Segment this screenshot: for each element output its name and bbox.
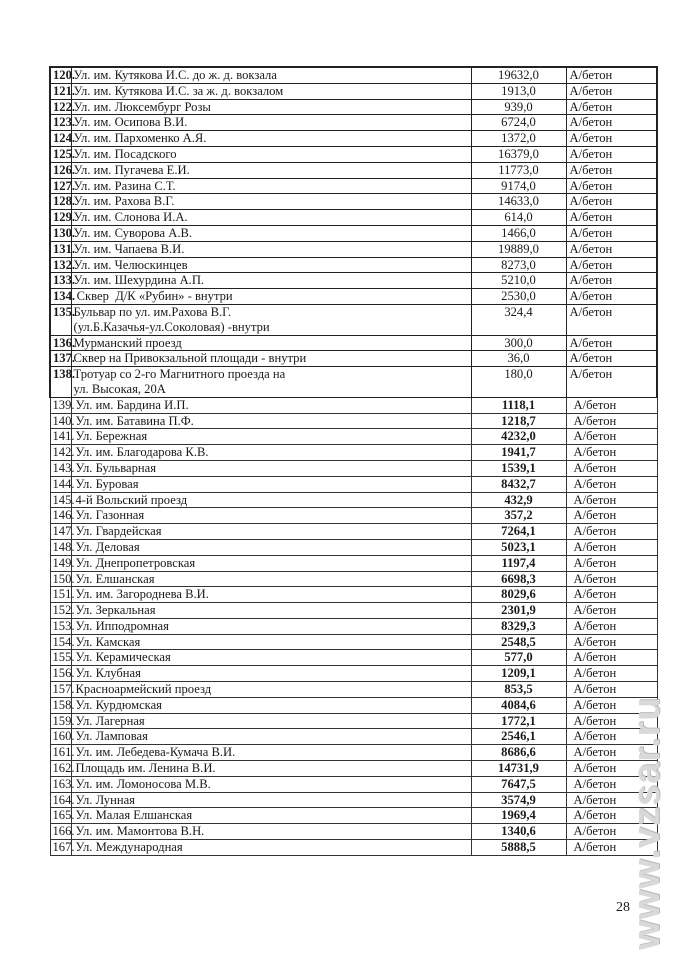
table-row — [50, 808, 657, 824]
row-number: 140. — [50, 413, 71, 429]
row-number: 127. — [50, 178, 71, 194]
street-name-cell — [71, 713, 471, 729]
row-number: 144. — [50, 476, 71, 492]
area-value: 5023,1 — [471, 539, 566, 555]
street-name: Ул. Днепропетровская — [75, 555, 196, 570]
surface-type: А/бетон — [566, 146, 657, 162]
table-row — [50, 335, 657, 351]
row-number: 143. — [50, 460, 71, 476]
street-name-cell — [71, 587, 471, 603]
street-name: Ул. им. Рахова В.Г. — [73, 194, 175, 209]
street-name: Сквер на Привокзальной площади - внутри — [73, 351, 307, 366]
street-name: Ул. им. Люксембург Розы — [73, 99, 211, 114]
row-number: 166. — [50, 824, 71, 840]
area-value: 1372,0 — [471, 131, 566, 147]
area-value: 577,0 — [471, 650, 566, 666]
row-number: 126. — [50, 162, 71, 178]
street-name: Мурманский проезд — [73, 335, 182, 350]
street-name-cell — [71, 555, 471, 571]
street-name-cell — [71, 697, 471, 713]
street-name-cell — [71, 225, 471, 241]
street-name: Ул. им. Благодарова К.В. — [75, 445, 209, 460]
street-name-cell — [71, 67, 471, 83]
area-value: 357,2 — [471, 508, 566, 524]
area-value: 432,9 — [471, 492, 566, 508]
surface-type: А/бетон — [566, 587, 657, 603]
row-number: 133. — [50, 273, 71, 289]
street-name-cell — [71, 178, 471, 194]
row-number: 152. — [50, 603, 71, 619]
street-name-cell — [71, 650, 471, 666]
street-name: 4-й Вольский проезд — [75, 492, 188, 507]
street-name: Ул. Малая Елшанская — [75, 808, 193, 823]
row-number: 124. — [50, 131, 71, 147]
row-number: 165. — [50, 808, 71, 824]
street-name: Ул. Ламповая — [75, 729, 148, 744]
area-value: 19889,0 — [471, 241, 566, 257]
table-row — [50, 745, 657, 761]
area-value: 300,0 — [471, 335, 566, 351]
street-name: Ул. Клубная — [75, 666, 141, 681]
street-name-cell — [71, 776, 471, 792]
street-name: Ул. им. Шехурдина А.П. — [73, 273, 205, 288]
row-number: 123. — [50, 115, 71, 131]
area-value: 16379,0 — [471, 146, 566, 162]
table-row — [50, 729, 657, 745]
area-value: 1969,4 — [471, 808, 566, 824]
street-name-cell — [71, 429, 471, 445]
surface-type: А/бетон — [566, 83, 657, 99]
street-name: Ул. им. Пугачева Е.И. — [73, 162, 190, 177]
surface-type: А/бетон — [566, 697, 657, 713]
area-value: 2546,1 — [471, 729, 566, 745]
surface-type: А/бетон — [566, 539, 657, 555]
street-name: Ул. им. Ломоносова М.В. — [75, 776, 211, 791]
surface-type: А/бетон — [566, 289, 657, 305]
table-row — [50, 618, 657, 634]
street-name: Ул. им. Бардина И.П. — [75, 397, 189, 412]
surface-type: А/бетон — [566, 131, 657, 147]
surface-type: А/бетон — [566, 304, 657, 335]
row-number: 128. — [50, 194, 71, 210]
street-name: Ул. Зеркальная — [75, 603, 156, 618]
street-name-cell — [71, 682, 471, 698]
area-value: 6724,0 — [471, 115, 566, 131]
row-number: 121. — [50, 83, 71, 99]
street-name: Ул. им. Кутякова И.С. до ж. д. вокзала — [73, 68, 277, 82]
row-number: 132. — [50, 257, 71, 273]
street-name: Ул. Керамическая — [75, 650, 171, 665]
row-number: 148. — [50, 539, 71, 555]
table-row — [50, 445, 657, 461]
table-row — [50, 571, 657, 587]
area-value: 14633,0 — [471, 194, 566, 210]
row-number: 146. — [50, 508, 71, 524]
surface-type: А/бетон — [566, 397, 657, 413]
street-name: Ул. им. Слонова И.А. — [73, 210, 188, 225]
street-name: Сквер Д/К «Рубин» - внутри — [73, 289, 233, 304]
street-name-cell — [71, 210, 471, 226]
surface-type: А/бетон — [566, 460, 657, 476]
row-number: 151. — [50, 587, 71, 603]
page-number: 28 — [616, 900, 630, 915]
street-name-cell — [71, 99, 471, 115]
table-row — [50, 67, 657, 83]
area-value: 19632,0 — [471, 67, 566, 83]
street-name: Ул. им. Посадского — [73, 146, 177, 161]
row-number: 156. — [50, 666, 71, 682]
street-name: Ул. им. Мамонтова В.Н. — [75, 824, 205, 839]
street-name-cell — [71, 571, 471, 587]
area-value: 8432,7 — [471, 476, 566, 492]
surface-type: А/бетон — [566, 99, 657, 115]
table-row — [50, 257, 657, 273]
street-name-cell — [71, 539, 471, 555]
area-value: 5210,0 — [471, 273, 566, 289]
area-value: 8686,6 — [471, 745, 566, 761]
row-number: 155. — [50, 650, 71, 666]
street-name-cell — [71, 397, 471, 413]
surface-type: А/бетон — [566, 729, 657, 745]
surface-type: А/бетон — [566, 445, 657, 461]
row-number: 162. — [50, 761, 71, 777]
surface-type: А/бетон — [566, 555, 657, 571]
street-name: Ул. им. Чапаева В.И. — [73, 241, 185, 256]
surface-type: А/бетон — [566, 429, 657, 445]
surface-type: А/бетон — [566, 67, 657, 83]
watermark: www.vzsar.ru — [626, 696, 668, 950]
surface-type: А/бетон — [566, 335, 657, 351]
table-row — [50, 210, 657, 226]
street-name: Ул. им. Кутякова И.С. за ж. д. вокзалом — [73, 83, 284, 98]
table-row — [50, 460, 657, 476]
street-name: Ул. Бульварная — [75, 460, 157, 475]
street-name: Ул. Елшанская — [75, 571, 155, 586]
table-row — [50, 178, 657, 194]
area-value: 1941,7 — [471, 445, 566, 461]
street-name-cell — [71, 83, 471, 99]
table-row — [50, 273, 657, 289]
surface-type: А/бетон — [566, 745, 657, 761]
table-row — [50, 429, 657, 445]
street-name-cell — [71, 745, 471, 761]
street-name-cell — [71, 618, 471, 634]
area-value: 1539,1 — [471, 460, 566, 476]
row-number: 138. — [50, 367, 71, 398]
area-value: 853,5 — [471, 682, 566, 698]
area-value: 8329,3 — [471, 618, 566, 634]
table-row — [50, 476, 657, 492]
table-row — [50, 634, 657, 650]
street-name-cell — [71, 492, 471, 508]
surface-type: А/бетон — [566, 225, 657, 241]
street-name-cell — [71, 115, 471, 131]
table-row — [50, 682, 657, 698]
table-row — [50, 131, 657, 147]
surface-type: А/бетон — [566, 682, 657, 698]
table-row — [50, 367, 657, 398]
surface-type: А/бетон — [566, 257, 657, 273]
row-number: 157. — [50, 682, 71, 698]
street-name: Ул. им. Челюскинцев — [73, 257, 188, 272]
surface-type: А/бетон — [566, 666, 657, 682]
street-name-cell — [71, 241, 471, 257]
area-value: 1772,1 — [471, 713, 566, 729]
surface-type: А/бетон — [566, 603, 657, 619]
street-name-cell — [71, 289, 471, 305]
area-value: 1209,1 — [471, 666, 566, 682]
street-name-cell — [71, 508, 471, 524]
surface-type: А/бетон — [566, 524, 657, 540]
street-name-cell — [71, 273, 471, 289]
street-name: Ул. Лунная — [75, 792, 135, 807]
street-name-cell — [71, 194, 471, 210]
row-number: 147. — [50, 524, 71, 540]
street-name-cell — [71, 131, 471, 147]
row-number: 125. — [50, 146, 71, 162]
street-name: Ул. Курдюмская — [75, 697, 162, 712]
street-name: Бульвар по ул. им.Рахова В.Г. — [73, 304, 232, 319]
street-name: Ул. Буровая — [75, 476, 139, 491]
table-row — [50, 289, 657, 305]
roads-table-container — [49, 66, 656, 856]
street-name: Ул. им. Пархоменко А.Я. — [73, 131, 207, 146]
row-number: 139. — [50, 397, 71, 413]
street-name: Ул. Ипподромная — [75, 618, 169, 633]
area-value: 939,0 — [471, 99, 566, 115]
area-value: 36,0 — [471, 351, 566, 367]
area-value: 1466,0 — [471, 225, 566, 241]
roads-table-body — [50, 67, 657, 855]
row-number: 135. — [50, 304, 71, 335]
row-number: 137. — [50, 351, 71, 367]
table-row — [50, 792, 657, 808]
table-row — [50, 697, 657, 713]
street-name: Ул. Международная — [75, 840, 183, 855]
street-name: Красноармейский проезд — [75, 682, 212, 697]
area-value: 9174,0 — [471, 178, 566, 194]
street-name-cell — [71, 808, 471, 824]
street-name: Ул. им. Разина С.Т. — [73, 178, 176, 193]
street-name-cell — [71, 304, 471, 335]
area-value: 7647,5 — [471, 776, 566, 792]
area-value: 4084,6 — [471, 697, 566, 713]
table-row — [50, 83, 657, 99]
surface-type: А/бетон — [566, 650, 657, 666]
table-row — [50, 603, 657, 619]
surface-type: А/бетон — [566, 210, 657, 226]
surface-type: А/бетон — [566, 351, 657, 367]
street-name-cell — [71, 824, 471, 840]
table-row — [50, 241, 657, 257]
surface-type: А/бетон — [566, 194, 657, 210]
street-name-cell — [71, 460, 471, 476]
row-number: 153. — [50, 618, 71, 634]
row-number: 150. — [50, 571, 71, 587]
area-value: 14731,9 — [471, 761, 566, 777]
street-name: Ул. им. Загороднева В.И. — [75, 587, 209, 602]
table-row — [50, 666, 657, 682]
surface-type: А/бетон — [566, 761, 657, 777]
street-name-cell — [71, 146, 471, 162]
street-name: Ул. Лагерная — [75, 713, 145, 728]
table-row — [50, 840, 657, 856]
area-value: 6698,3 — [471, 571, 566, 587]
street-name-cell — [71, 162, 471, 178]
street-name: Ул. им. Батавина П.Ф. — [75, 413, 194, 428]
area-value: 1218,7 — [471, 413, 566, 429]
surface-type: А/бетон — [566, 634, 657, 650]
street-name-cell — [71, 445, 471, 461]
street-name-cell — [71, 257, 471, 273]
table-row — [50, 587, 657, 603]
area-value: 1913,0 — [471, 83, 566, 99]
street-name-cell — [71, 634, 471, 650]
row-number: 122. — [50, 99, 71, 115]
table-row — [50, 351, 657, 367]
surface-type: А/бетон — [566, 273, 657, 289]
table-row — [50, 99, 657, 115]
street-name: Ул. Деловая — [75, 539, 140, 554]
area-value: 2530,0 — [471, 289, 566, 305]
street-name-cell — [71, 729, 471, 745]
area-value: 2548,5 — [471, 634, 566, 650]
row-number: 130. — [50, 225, 71, 241]
table-row — [50, 397, 657, 413]
street-name-cell — [71, 476, 471, 492]
area-value: 8029,6 — [471, 587, 566, 603]
roads-table — [49, 66, 658, 856]
table-row — [50, 539, 657, 555]
row-number: 134. — [50, 289, 71, 305]
row-number: 160. — [50, 729, 71, 745]
street-name: Ул. им. Суворова А.В. — [73, 225, 193, 240]
row-number: 154. — [50, 634, 71, 650]
area-value: 324,4 — [471, 304, 566, 335]
surface-type: А/бетон — [566, 115, 657, 131]
surface-type: А/бетон — [566, 713, 657, 729]
table-row — [50, 650, 657, 666]
street-name-cell — [71, 524, 471, 540]
area-value: 3574,9 — [471, 792, 566, 808]
table-row — [50, 115, 657, 131]
street-name: Ул. Камская — [75, 634, 141, 649]
table-row — [50, 713, 657, 729]
area-value: 4232,0 — [471, 429, 566, 445]
table-row — [50, 225, 657, 241]
street-name: Ул. Гвардейская — [75, 524, 162, 539]
surface-type: А/бетон — [566, 162, 657, 178]
area-value: 11773,0 — [471, 162, 566, 178]
area-value: 614,0 — [471, 210, 566, 226]
street-name: Ул. им. Осипова В.И. — [73, 115, 188, 130]
street-name-cell — [71, 840, 471, 856]
street-name: Тротуар со 2-го Магнитного проезда на — [73, 367, 286, 382]
street-name: Ул. Газонная — [75, 508, 145, 523]
row-number: 131. — [50, 241, 71, 257]
surface-type: А/бетон — [566, 508, 657, 524]
surface-type: А/бетон — [566, 367, 657, 398]
row-number: 142. — [50, 445, 71, 461]
surface-type: А/бетон — [566, 840, 657, 856]
street-name-cell — [71, 603, 471, 619]
street-name-cell — [71, 351, 471, 367]
row-number: 164. — [50, 792, 71, 808]
row-number: 163. — [50, 776, 71, 792]
surface-type: А/бетон — [566, 492, 657, 508]
table-row — [50, 776, 657, 792]
street-name-cell — [71, 335, 471, 351]
row-number: 136. — [50, 335, 71, 351]
surface-type: А/бетон — [566, 413, 657, 429]
street-name-cell — [71, 367, 471, 398]
area-value: 1197,4 — [471, 555, 566, 571]
table-row — [50, 508, 657, 524]
area-value: 7264,1 — [471, 524, 566, 540]
table-row — [50, 824, 657, 840]
area-value: 8273,0 — [471, 257, 566, 273]
table-row — [50, 304, 657, 335]
row-number: 167. — [50, 840, 71, 856]
surface-type: А/бетон — [566, 241, 657, 257]
row-number: 158. — [50, 697, 71, 713]
area-value: 1340,6 — [471, 824, 566, 840]
surface-type: А/бетон — [566, 824, 657, 840]
surface-type: А/бетон — [566, 618, 657, 634]
table-row — [50, 194, 657, 210]
row-number: 120. — [50, 67, 71, 83]
surface-type: А/бетон — [566, 178, 657, 194]
street-name: Ул. им. Лебедева-Кумача В.И. — [75, 745, 236, 760]
row-number: 141. — [50, 429, 71, 445]
area-value: 5888,5 — [471, 840, 566, 856]
table-row — [50, 146, 657, 162]
table-row — [50, 162, 657, 178]
area-value: 1118,1 — [471, 397, 566, 413]
surface-type: А/бетон — [566, 476, 657, 492]
area-value: 2301,9 — [471, 603, 566, 619]
table-row — [50, 761, 657, 777]
street-name-cell — [71, 792, 471, 808]
table-row — [50, 492, 657, 508]
surface-type: А/бетон — [566, 792, 657, 808]
street-name-cell — [71, 666, 471, 682]
row-number: 149. — [50, 555, 71, 571]
street-name-continued: (ул.Б.Казачья-ул.Соколовая) -внутри — [73, 319, 270, 334]
row-number: 159. — [50, 713, 71, 729]
street-name-cell — [71, 413, 471, 429]
row-number: 145. — [50, 492, 71, 508]
row-number: 129. — [50, 210, 71, 226]
table-row — [50, 555, 657, 571]
street-name-continued: ул. Высокая, 20А — [73, 381, 166, 396]
surface-type: А/бетон — [566, 776, 657, 792]
surface-type: А/бетон — [566, 808, 657, 824]
street-name: Ул. Бережная — [75, 429, 148, 444]
row-number: 161. — [50, 745, 71, 761]
street-name: Площадь им. Ленина В.И. — [75, 761, 216, 776]
area-value: 180,0 — [471, 367, 566, 398]
table-row — [50, 524, 657, 540]
surface-type: А/бетон — [566, 571, 657, 587]
table-row — [50, 413, 657, 429]
street-name-cell — [71, 761, 471, 777]
